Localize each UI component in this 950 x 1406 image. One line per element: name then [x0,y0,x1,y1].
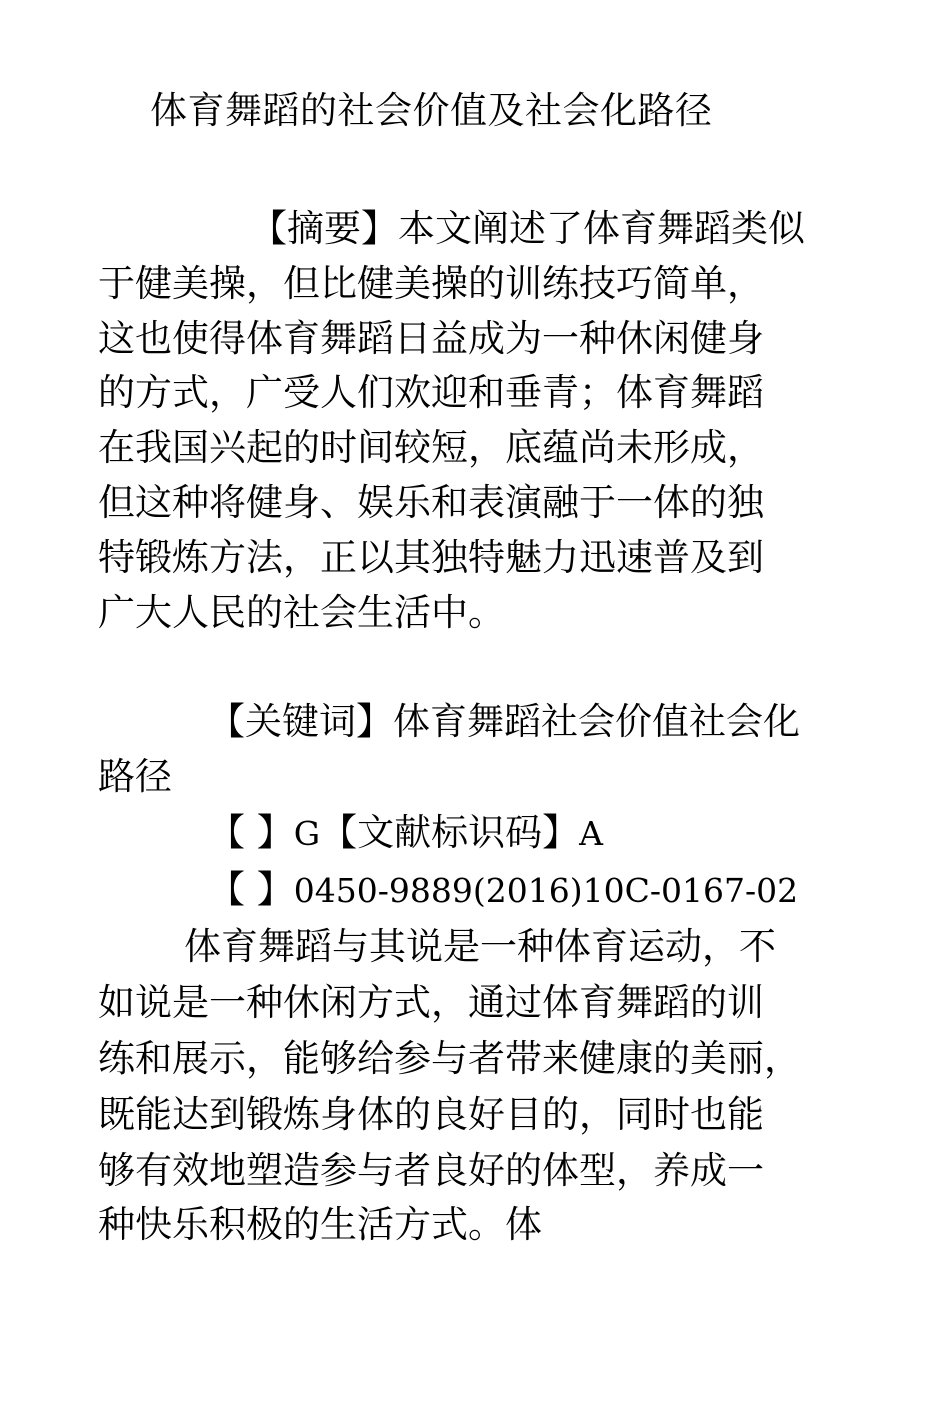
abstract-line: 【摘要】本文阐述了体育舞蹈类似 [250,207,805,250]
article-number-bracket: 【 】 [208,868,294,911]
classification-code: G [293,814,321,853]
body-line: 体育舞蹈与其说是一种体育运动，不 [184,925,776,968]
doc-id-value: A [579,814,603,853]
abstract-line: 但这种将健身、娱乐和表演融于一体的独 [98,481,764,524]
classification-line [208,806,603,861]
body-line: 练和展示，能够给参与者带来健康的美丽， [98,1037,801,1080]
body-line: 种快乐积极的生活方式。体 [98,1203,542,1246]
abstract-line: 这也使得体育舞蹈日益成为一种休闲健身 [98,317,764,360]
article-number-line [208,863,798,918]
document-title: 体育舞蹈的社会价值及社会化路径 [150,89,713,132]
article-number-value: 0450-9889(2016)10C-0167-02 [293,871,799,910]
abstract-line: 的方式，广受人们欢迎和垂青；体育舞蹈 [98,371,764,414]
keywords-line: 路径 [98,755,172,798]
abstract-line: 广大人民的社会生活中。 [98,591,505,634]
abstract-line: 特锻炼方法，正以其独特魅力迅速普及到 [98,536,764,579]
body-line: 够有效地塑造参与者良好的体型，养成一 [98,1149,764,1192]
classification-bracket: 【 】 [208,811,294,854]
keywords-line: 【关键词】体育舞蹈社会价值社会化 [208,700,800,743]
body-line: 既能达到锻炼身体的良好目的，同时也能 [98,1093,764,1136]
body-line: 如说是一种休闲方式，通过体育舞蹈的训 [98,981,764,1024]
abstract-line: 于健美操，但比健美操的训练技巧简单， [98,262,764,305]
abstract-line: 在我国兴起的时间较短，底蕴尚未形成， [98,426,764,469]
doc-id-label: 【文献标识码】 [320,811,580,854]
